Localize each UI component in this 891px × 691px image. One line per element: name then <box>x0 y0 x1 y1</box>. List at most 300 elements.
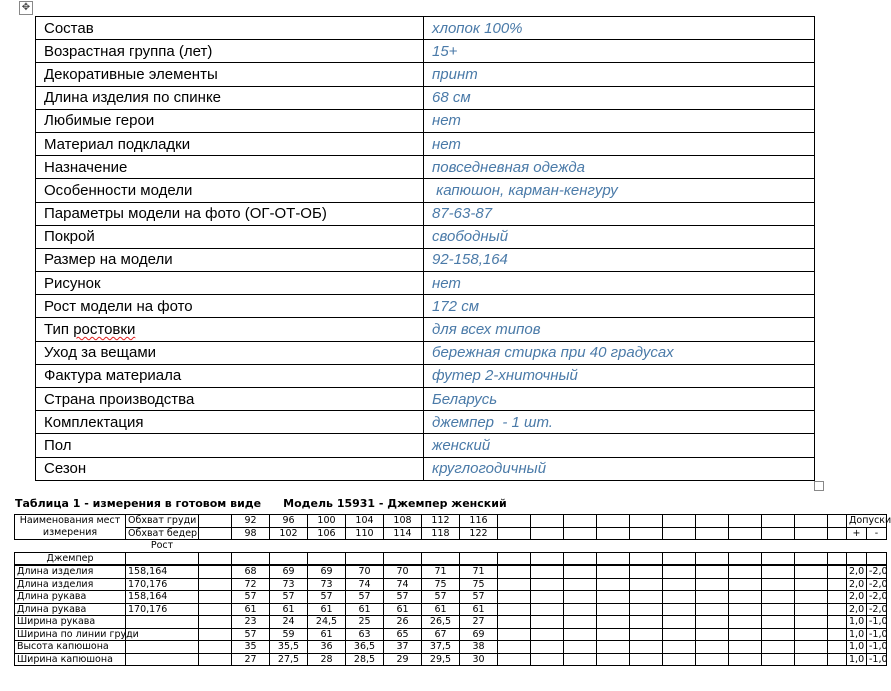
empty-cell <box>795 616 828 629</box>
measurement-row <box>15 653 887 666</box>
empty-cell <box>232 540 270 553</box>
empty-cell <box>597 603 630 616</box>
empty-cell <box>663 616 696 629</box>
property-value: 15+ <box>424 40 815 63</box>
empty-cell <box>346 552 384 565</box>
empty-cell <box>762 641 795 654</box>
property-key-text: Фактура материала <box>44 367 182 385</box>
property-row <box>36 411 815 434</box>
empty-cell <box>531 552 564 565</box>
empty-cell <box>498 552 531 565</box>
empty-cell <box>15 540 126 553</box>
empty-cell <box>597 565 630 578</box>
measurement-value: 35,5 <box>270 641 308 654</box>
chest-size: 108 <box>384 515 422 528</box>
tolerance-minus-value: -2,0 <box>867 578 887 591</box>
empty-cell <box>828 641 847 654</box>
measurement-value: 35 <box>232 641 270 654</box>
measurement-name: Ширина по линии груди <box>15 628 126 641</box>
name-header: Наименования мест измерения <box>15 515 126 540</box>
property-key-text: Тип ростовки <box>44 321 136 339</box>
property-key-text: Декоративные элементы <box>44 65 218 83</box>
property-value: капюшон, карман-кенгуру <box>424 179 815 202</box>
measurement-value: 36,5 <box>346 641 384 654</box>
measurement-name: Длина рукава <box>15 603 126 616</box>
empty-cell <box>867 540 887 553</box>
empty-cell <box>729 552 762 565</box>
empty-cell <box>422 540 460 553</box>
property-key-text: Размер на модели <box>44 251 173 269</box>
empty-cell <box>696 515 729 528</box>
measurement-value: 72 <box>232 578 270 591</box>
empty-cell <box>630 527 663 540</box>
chest-size: 112 <box>422 515 460 528</box>
table-resize-handle[interactable] <box>814 481 824 491</box>
empty-cell <box>795 641 828 654</box>
empty-cell <box>199 540 232 553</box>
measurement-value: 37,5 <box>422 641 460 654</box>
empty-cell <box>729 565 762 578</box>
empty-cell <box>828 578 847 591</box>
empty-cell <box>630 628 663 641</box>
property-key <box>36 17 424 40</box>
empty-cell <box>460 552 498 565</box>
empty-cell <box>564 552 597 565</box>
empty-cell <box>630 565 663 578</box>
empty-cell <box>498 603 531 616</box>
measurement-row <box>15 603 887 616</box>
property-row <box>36 434 815 457</box>
empty-cell <box>828 565 847 578</box>
property-key <box>36 63 424 86</box>
measurement-value: 29 <box>384 653 422 666</box>
measurements-caption-model: Модель 15931 - Джемпер женский <box>283 497 507 510</box>
measurement-value: 65 <box>384 628 422 641</box>
empty-cell <box>498 641 531 654</box>
measurement-value: 57 <box>422 591 460 604</box>
property-value: 92-158,164 <box>424 248 815 271</box>
empty-cell <box>729 641 762 654</box>
measurement-name: Длина изделия <box>15 565 126 578</box>
empty-cell <box>630 641 663 654</box>
empty-cell <box>531 603 564 616</box>
empty-cell <box>531 527 564 540</box>
empty-cell <box>795 565 828 578</box>
empty-cell <box>564 653 597 666</box>
property-key-text: Покрой <box>44 228 95 246</box>
empty-cell <box>828 527 847 540</box>
empty-cell <box>663 641 696 654</box>
measurement-value: 67 <box>422 628 460 641</box>
empty-cell <box>663 552 696 565</box>
empty-cell <box>199 578 232 591</box>
spellcheck-underline: ростовки <box>73 321 136 339</box>
measurement-name: Длина изделия <box>15 578 126 591</box>
measurement-value: 73 <box>270 578 308 591</box>
empty-cell <box>384 552 422 565</box>
hips-label: Обхват бедер <box>126 527 199 540</box>
property-key <box>36 202 424 225</box>
empty-cell <box>828 540 847 553</box>
tolerance-plus-value: 2,0 <box>847 591 867 604</box>
property-key <box>36 86 424 109</box>
property-value: Беларусь <box>424 388 815 411</box>
measurement-row <box>15 616 887 629</box>
empty-cell <box>795 603 828 616</box>
property-key-text: Уход за вещами <box>44 344 157 362</box>
empty-cell <box>630 578 663 591</box>
empty-cell <box>498 616 531 629</box>
empty-cell <box>531 591 564 604</box>
tolerance-minus-value: -2,0 <box>867 565 887 578</box>
empty-cell <box>696 628 729 641</box>
measurement-value: 26 <box>384 616 422 629</box>
empty-cell <box>762 565 795 578</box>
property-value: футер 2-хниточный <box>424 364 815 387</box>
property-key-text: Параметры модели на фото (ОГ-ОТ-ОБ) <box>44 205 327 223</box>
empty-cell <box>630 540 663 553</box>
empty-cell <box>564 515 597 528</box>
property-key <box>36 40 424 63</box>
empty-cell <box>630 552 663 565</box>
empty-cell <box>795 591 828 604</box>
property-key-text: Пол <box>44 436 72 454</box>
empty-cell <box>828 603 847 616</box>
measurements-caption <box>15 497 507 510</box>
measurement-value: 61 <box>232 603 270 616</box>
property-row <box>36 17 815 40</box>
property-row <box>36 318 815 341</box>
empty-cell <box>663 540 696 553</box>
measurement-value: 24,5 <box>308 616 346 629</box>
empty-cell <box>729 616 762 629</box>
tolerance-header: Допуски <box>847 515 887 528</box>
measurement-row <box>15 628 887 641</box>
empty-cell <box>630 603 663 616</box>
empty-cell <box>597 628 630 641</box>
product-label-row <box>15 552 887 565</box>
property-key-text: Материал подкладки <box>44 135 191 153</box>
empty-cell <box>663 527 696 540</box>
measurement-height <box>126 653 199 666</box>
empty-cell <box>847 540 867 553</box>
empty-cell <box>828 616 847 629</box>
measurement-value: 75 <box>460 578 498 591</box>
measurement-value: 69 <box>308 565 346 578</box>
empty-cell <box>199 527 232 540</box>
empty-cell <box>696 591 729 604</box>
property-row <box>36 86 815 109</box>
empty-cell <box>564 628 597 641</box>
measurement-value: 61 <box>308 603 346 616</box>
measurement-row <box>15 641 887 654</box>
empty-cell <box>630 591 663 604</box>
property-value: повседневная одежда <box>424 156 815 179</box>
hip-size: 102 <box>270 527 308 540</box>
property-key <box>36 225 424 248</box>
property-row <box>36 295 815 318</box>
property-key <box>36 156 424 179</box>
empty-cell <box>762 628 795 641</box>
empty-cell <box>597 515 630 528</box>
tolerance-plus-value: 1,0 <box>847 616 867 629</box>
measurement-value: 59 <box>270 628 308 641</box>
empty-cell <box>270 540 308 553</box>
empty-cell <box>729 540 762 553</box>
property-row <box>36 156 815 179</box>
empty-cell <box>696 540 729 553</box>
empty-cell <box>597 591 630 604</box>
property-value: джемпер - 1 шт. <box>424 411 815 434</box>
empty-cell <box>828 552 847 565</box>
measurement-value: 70 <box>346 565 384 578</box>
property-key-text: Назначение <box>44 158 128 176</box>
empty-cell <box>795 628 828 641</box>
chest-size: 100 <box>308 515 346 528</box>
empty-cell <box>828 628 847 641</box>
empty-cell <box>498 628 531 641</box>
property-key <box>36 109 424 132</box>
measurement-value: 61 <box>346 603 384 616</box>
empty-cell <box>663 565 696 578</box>
measurement-value: 27 <box>460 616 498 629</box>
empty-cell <box>498 591 531 604</box>
empty-cell <box>828 515 847 528</box>
property-key <box>36 411 424 434</box>
empty-cell <box>762 616 795 629</box>
empty-cell <box>696 653 729 666</box>
measurements-table <box>14 514 891 666</box>
tolerance-plus-value: 1,0 <box>847 641 867 654</box>
measurement-value: 74 <box>346 578 384 591</box>
empty-cell <box>729 527 762 540</box>
empty-cell <box>346 540 384 553</box>
property-row <box>36 388 815 411</box>
measurement-name: Длина рукава <box>15 591 126 604</box>
property-row <box>36 109 815 132</box>
tolerance-plus-value: 2,0 <box>847 603 867 616</box>
empty-cell <box>795 653 828 666</box>
property-key-text: Рост модели на фото <box>44 297 193 315</box>
measurement-value: 57 <box>270 591 308 604</box>
empty-cell <box>199 628 232 641</box>
empty-cell <box>828 591 847 604</box>
empty-cell <box>531 628 564 641</box>
table-move-handle-icon[interactable]: ✥ <box>19 1 33 15</box>
measurement-value: 37 <box>384 641 422 654</box>
property-key <box>36 457 424 480</box>
measurement-value: 57 <box>346 591 384 604</box>
property-key <box>36 341 424 364</box>
empty-cell <box>663 515 696 528</box>
measurement-height: 158,164 <box>126 565 199 578</box>
empty-cell <box>199 565 232 578</box>
measurement-value: 57 <box>232 628 270 641</box>
measurement-value: 36 <box>308 641 346 654</box>
empty-cell <box>564 603 597 616</box>
measurement-value: 38 <box>460 641 498 654</box>
empty-cell <box>795 540 828 553</box>
empty-cell <box>663 653 696 666</box>
property-row <box>36 63 815 86</box>
empty-cell <box>729 603 762 616</box>
hip-size: 122 <box>460 527 498 540</box>
empty-cell <box>762 527 795 540</box>
tolerance-minus-value: -1,0 <box>867 628 887 641</box>
empty-cell <box>460 540 498 553</box>
tolerance-minus: - <box>867 527 887 540</box>
empty-cell <box>630 616 663 629</box>
empty-cell <box>867 552 887 565</box>
empty-cell <box>199 653 232 666</box>
measurement-value: 71 <box>422 565 460 578</box>
chest-size: 116 <box>460 515 498 528</box>
empty-cell <box>597 540 630 553</box>
empty-cell <box>597 578 630 591</box>
measurement-row <box>15 578 887 591</box>
property-row <box>36 40 815 63</box>
empty-cell <box>564 616 597 629</box>
measurement-value: 61 <box>422 603 460 616</box>
property-row <box>36 225 815 248</box>
empty-cell <box>531 641 564 654</box>
property-key-text: Возрастная группа (лет) <box>44 42 213 60</box>
empty-cell <box>696 565 729 578</box>
property-value: нет <box>424 132 815 155</box>
header-row-chest <box>15 515 887 528</box>
property-key-text: Страна производства <box>44 390 195 408</box>
empty-cell <box>384 540 422 553</box>
empty-cell <box>597 653 630 666</box>
measurement-height <box>126 641 199 654</box>
height-label-row <box>15 540 887 553</box>
empty-cell <box>531 540 564 553</box>
empty-cell <box>199 641 232 654</box>
empty-cell <box>696 616 729 629</box>
property-value: 68 см <box>424 86 815 109</box>
empty-cell <box>199 616 232 629</box>
empty-cell <box>663 591 696 604</box>
hip-size: 114 <box>384 527 422 540</box>
chest-size: 104 <box>346 515 384 528</box>
measurement-value: 25 <box>346 616 384 629</box>
property-key-text: Особенности модели <box>44 181 193 199</box>
empty-cell <box>847 552 867 565</box>
property-key-text: Рисунок <box>44 274 101 292</box>
measurements-caption-title: Таблица 1 - измерения в готовом виде <box>15 497 262 510</box>
empty-cell <box>199 591 232 604</box>
property-row <box>36 341 815 364</box>
measurement-height: 158,164 <box>126 591 199 604</box>
hip-size: 118 <box>422 527 460 540</box>
empty-cell <box>795 552 828 565</box>
measurement-height <box>126 616 199 629</box>
empty-cell <box>422 552 460 565</box>
empty-cell <box>531 616 564 629</box>
empty-cell <box>199 515 232 528</box>
empty-cell <box>696 603 729 616</box>
measurement-value: 23 <box>232 616 270 629</box>
empty-cell <box>663 603 696 616</box>
property-row <box>36 272 815 295</box>
empty-cell <box>762 540 795 553</box>
measurement-value: 61 <box>270 603 308 616</box>
property-key <box>36 248 424 271</box>
empty-cell <box>795 515 828 528</box>
empty-cell <box>126 552 199 565</box>
tolerance-minus-value: -2,0 <box>867 591 887 604</box>
empty-cell <box>564 527 597 540</box>
empty-cell <box>308 540 346 553</box>
empty-cell <box>597 616 630 629</box>
empty-cell <box>696 552 729 565</box>
property-value: бережная стирка при 40 градусах <box>424 341 815 364</box>
measurement-value: 57 <box>308 591 346 604</box>
measurement-value: 61 <box>384 603 422 616</box>
hip-size: 98 <box>232 527 270 540</box>
measurement-value: 28,5 <box>346 653 384 666</box>
measurement-value: 29,5 <box>422 653 460 666</box>
empty-cell <box>696 527 729 540</box>
property-value: хлопок 100% <box>424 17 815 40</box>
empty-cell <box>564 578 597 591</box>
measurement-row <box>15 565 887 578</box>
empty-cell <box>199 552 232 565</box>
tolerance-minus-value: -1,0 <box>867 653 887 666</box>
measurement-name: Ширина капюшона <box>15 653 126 666</box>
measurement-value: 24 <box>270 616 308 629</box>
empty-cell <box>597 552 630 565</box>
empty-cell <box>597 641 630 654</box>
empty-cell <box>498 540 531 553</box>
measurement-name: Высота капюшона <box>15 641 126 654</box>
tolerance-plus-value: 2,0 <box>847 565 867 578</box>
empty-cell <box>531 515 564 528</box>
tolerance-plus: + <box>847 527 867 540</box>
property-row <box>36 364 815 387</box>
property-value: женский <box>424 434 815 457</box>
empty-cell <box>729 628 762 641</box>
measurement-value: 71 <box>460 565 498 578</box>
measurement-value: 69 <box>460 628 498 641</box>
product-properties-table <box>35 16 815 481</box>
property-key <box>36 388 424 411</box>
hip-size: 110 <box>346 527 384 540</box>
height-label: Рост <box>150 540 174 552</box>
empty-cell <box>564 591 597 604</box>
property-value: свободный <box>424 225 815 248</box>
property-value: круглогодичный <box>424 457 815 480</box>
property-key-text: Длина изделия по спинке <box>44 89 222 107</box>
empty-cell <box>564 540 597 553</box>
tolerance-minus-value: -2,0 <box>867 603 887 616</box>
property-key-text: Любимые герои <box>44 112 155 130</box>
empty-cell <box>308 552 346 565</box>
measurement-value: 27 <box>232 653 270 666</box>
measurement-value: 75 <box>422 578 460 591</box>
measurement-value: 57 <box>384 591 422 604</box>
property-row <box>36 457 815 480</box>
empty-cell <box>498 565 531 578</box>
measurement-height: 170,176 <box>126 603 199 616</box>
measurement-name: Ширина рукава <box>15 616 126 629</box>
property-key-text: Сезон <box>44 460 87 478</box>
measurement-value: 69 <box>270 565 308 578</box>
empty-cell <box>498 578 531 591</box>
measurement-value: 26,5 <box>422 616 460 629</box>
empty-cell <box>498 527 531 540</box>
empty-cell <box>762 578 795 591</box>
